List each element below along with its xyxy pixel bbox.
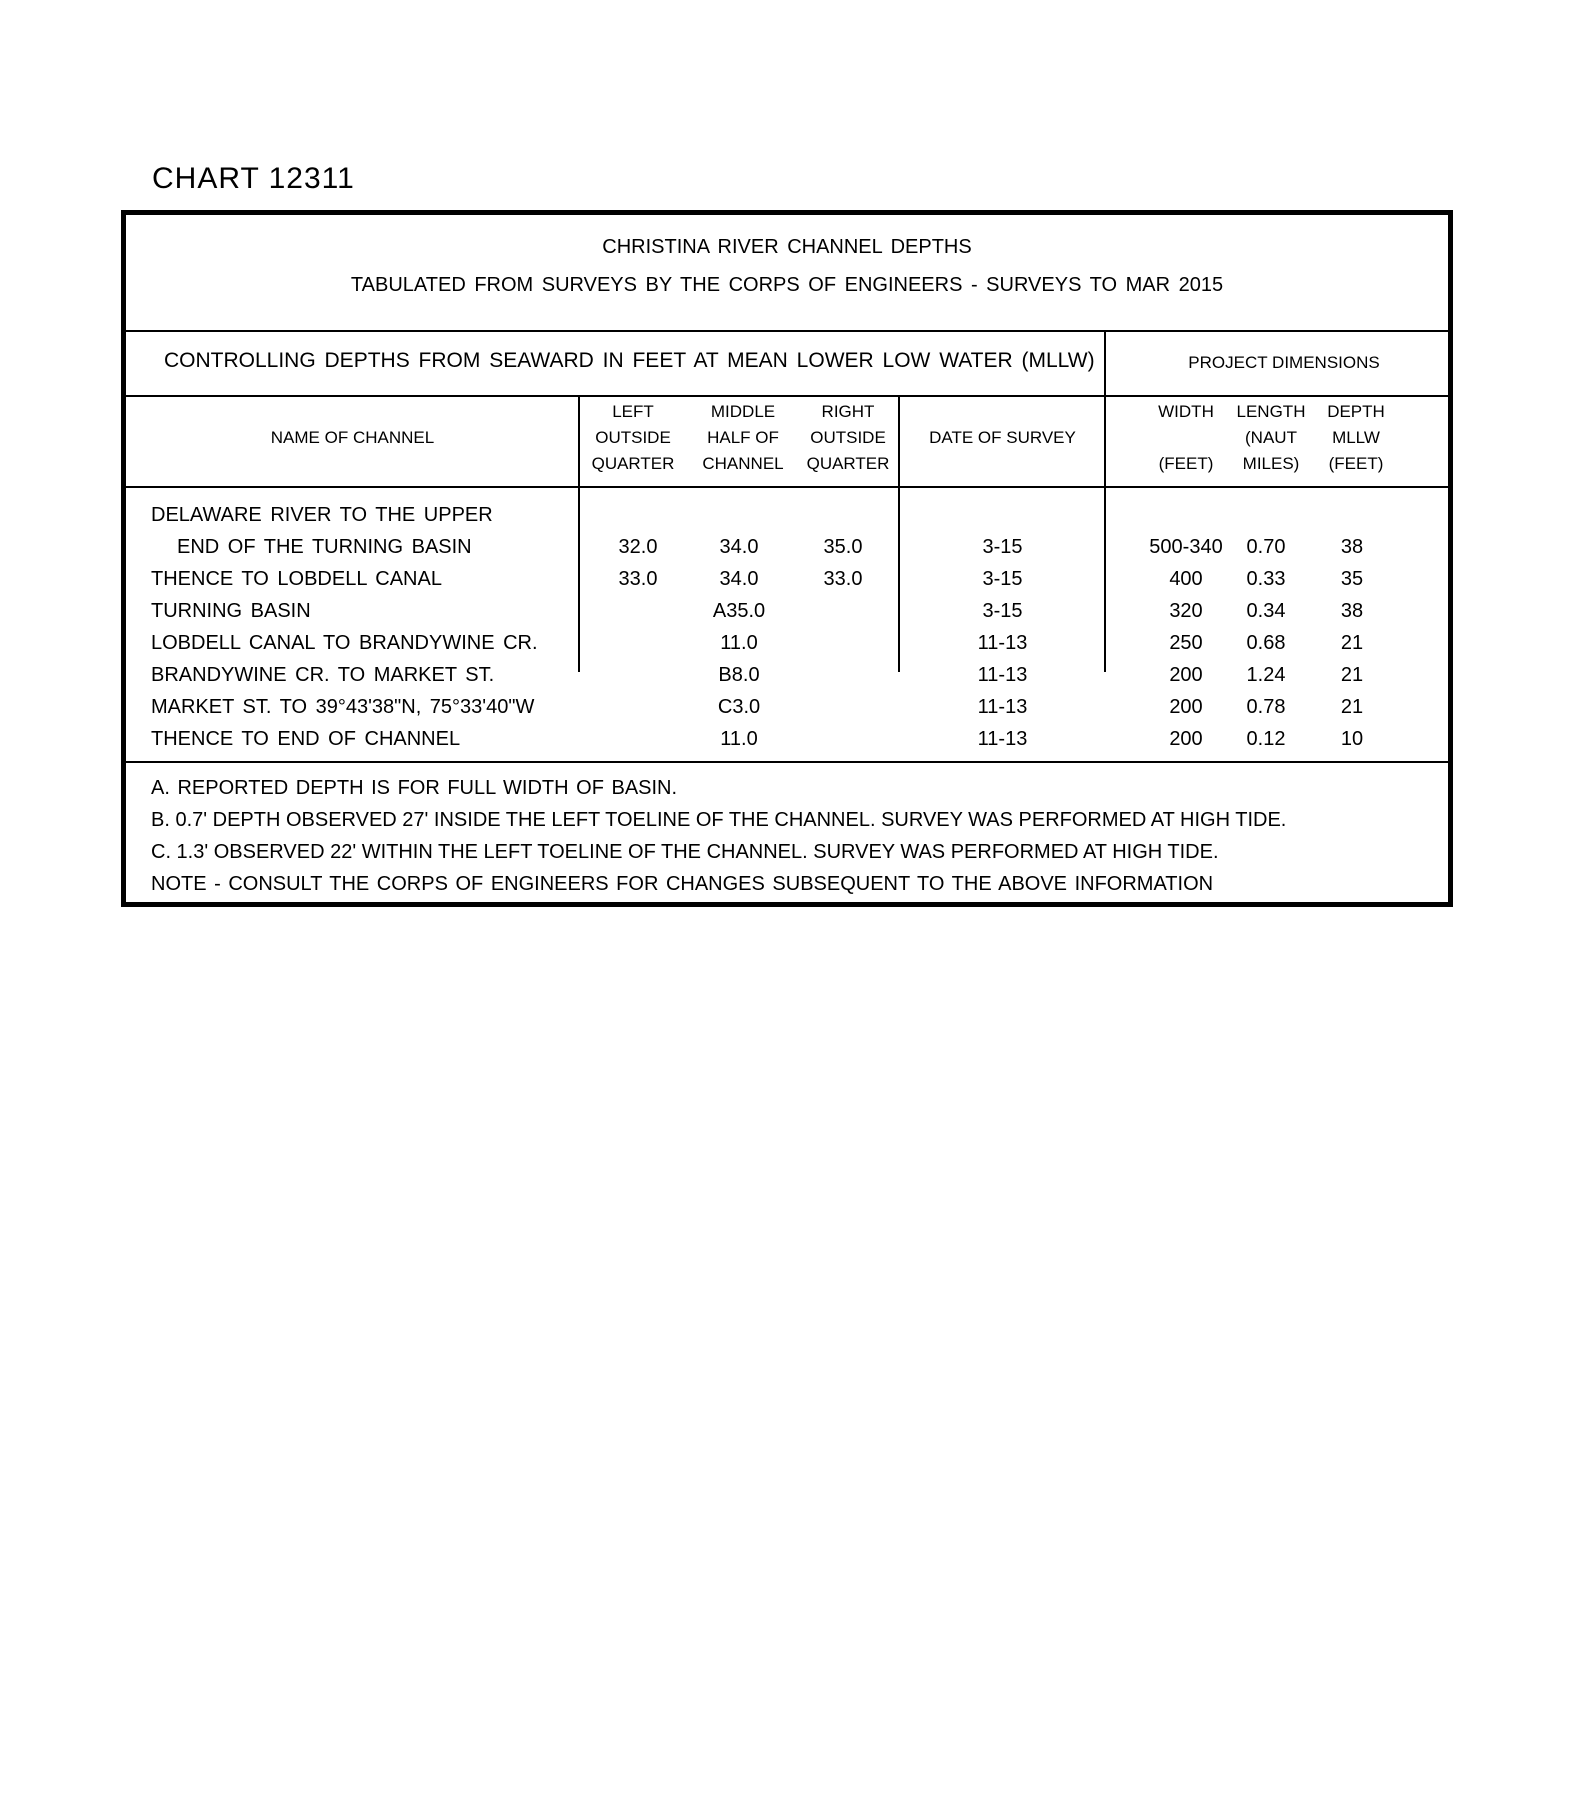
cell-depth: 21 [1340,632,1364,654]
header-length-line-2: (NAUT [1245,428,1297,447]
header-left-line-3: QUARTER [591,454,675,473]
cell-length: 0.34 [1246,600,1286,622]
cell-middle-half: 34.0 [719,568,759,590]
header-middle-line-2: HALF OF [707,428,779,447]
cell-width: 500-340 [1149,536,1223,558]
cell-date: 3-15 [982,568,1023,590]
cell-depth: 10 [1340,728,1364,750]
cell-middle-half: A35.0 [712,600,766,622]
header-left-outside-quarter [578,399,688,477]
cell-date: 11-13 [977,664,1028,686]
cell-width: 320 [1169,600,1203,622]
cell-width: 200 [1169,728,1203,750]
page-title: CHART 12311 [152,162,355,195]
note-c: C. 1.3' OBSERVED 22' WITHIN THE LEFT TOELINE OF THE CHANNEL. SURVEY WAS PERFORMED AT HIGH TIDE. [151,841,1219,863]
note-b: B. 0.7' DEPTH OBSERVED 27' INSIDE THE LEFT TOELINE OF THE CHANNEL. SURVEY WAS PERFORMED AT HIGH TIDE. [151,809,1287,831]
cell-length: 0.68 [1246,632,1286,654]
divider-title [126,330,1448,332]
header-length [1231,399,1311,477]
header-middle-line-1: MIDDLE [710,402,776,421]
cell-depth: 38 [1340,536,1364,558]
header-date-of-survey: DATE OF SURVEY [929,428,1076,447]
divider-notes [126,761,1448,763]
cell-middle-half: 11.0 [720,728,758,750]
cell-length: 0.70 [1246,536,1286,558]
cell-date: 3-15 [982,600,1023,622]
cell-channel-name: BRANDYWINE CR. TO MARKET ST. [151,664,495,686]
cell-channel-name: THENCE TO END OF CHANNEL [151,728,461,750]
cell-length: 0.12 [1246,728,1286,750]
header-length-line-1: LENGTH [1236,402,1306,421]
cell-length: 1.24 [1246,664,1286,686]
cell-depth: 21 [1340,664,1364,686]
cell-channel-name: MARKET ST. TO 39°43'38"N, 75°33'40"W [151,696,535,718]
table-row [126,627,1448,659]
cell-left-quarter: 33.0 [618,568,658,590]
table-row [126,595,1448,627]
cell-channel-name: END OF THE TURNING BASIN [177,536,472,558]
note-a: A. REPORTED DEPTH IS FOR FULL WIDTH OF BASIN. [151,777,678,799]
cell-width: 400 [1169,568,1203,590]
table-subtitle: TABULATED FROM SURVEYS BY THE CORPS OF ENGINEERS - SURVEYS TO MAR 2015 [350,274,1224,296]
header-right-line-3: QUARTER [806,454,890,473]
cell-width: 250 [1169,632,1203,654]
table-row [126,723,1448,755]
cell-date: 3-15 [982,536,1023,558]
table-row [126,499,1448,531]
header-depth-line-3: (FEET) [1328,454,1384,473]
divider-group-header [126,395,1448,397]
header-width-line-3: (FEET) [1158,454,1214,473]
cell-middle-half: C3.0 [717,696,761,718]
vdivider-group-header [1104,330,1106,395]
table-row [126,563,1448,595]
header-right-line-1: RIGHT [821,402,875,421]
cell-length: 0.33 [1246,568,1286,590]
cell-length: 0.78 [1246,696,1286,718]
group-header-controlling-depths: CONTROLLING DEPTHS FROM SEAWARD IN FEET AT MEAN LOWER LOW WATER (MLLW) [164,349,1095,372]
cell-middle-half: 34.0 [719,536,759,558]
table-row [126,659,1448,691]
header-width [1146,399,1226,477]
header-width-line-2 [1146,425,1226,451]
cell-date: 11-13 [977,728,1028,750]
header-left-line-1: LEFT [612,402,654,421]
cell-date: 11-13 [977,696,1028,718]
cell-channel-name: TURNING BASIN [151,600,311,622]
table-row [126,691,1448,723]
note-consult: NOTE - CONSULT THE CORPS OF ENGINEERS FOR CHANGES SUBSEQUENT TO THE ABOVE INFORMATION [151,873,1214,895]
cell-right-quarter: 35.0 [823,536,863,558]
cell-channel-name: DELAWARE RIVER TO THE UPPER [151,504,493,526]
cell-date: 11-13 [977,632,1028,654]
cell-left-quarter: 32.0 [618,536,658,558]
channel-depths-table [121,210,1453,907]
table-row [126,531,1448,563]
cell-depth: 35 [1340,568,1364,590]
header-length-line-3: MILES) [1242,454,1300,473]
header-depth-line-2: MLLW [1332,428,1380,447]
cell-channel-name: LOBDELL CANAL TO BRANDYWINE CR. [151,632,538,654]
header-right-line-2: OUTSIDE [810,428,886,447]
header-depth [1316,399,1396,477]
cell-width: 200 [1169,696,1203,718]
cell-right-quarter: 33.0 [823,568,863,590]
cell-depth: 38 [1340,600,1364,622]
group-header-project-dimensions: PROJECT DIMENSIONS [1188,353,1380,372]
divider-column-headers [126,486,1448,488]
header-middle-half-of-channel [688,399,798,477]
cell-width: 200 [1169,664,1203,686]
cell-depth: 21 [1340,696,1364,718]
header-left-line-2: OUTSIDE [595,428,671,447]
cell-middle-half: B8.0 [718,664,760,686]
cell-middle-half: 11.0 [720,632,758,654]
header-middle-line-3: CHANNEL [702,454,784,473]
header-name-of-channel: NAME OF CHANNEL [270,428,435,447]
header-width-line-1: WIDTH [1158,402,1214,421]
table-title: CHRISTINA RIVER CHANNEL DEPTHS [602,236,972,258]
header-depth-line-1: DEPTH [1327,402,1385,421]
header-right-outside-quarter [798,399,898,477]
cell-channel-name: THENCE TO LOBDELL CANAL [151,568,442,590]
